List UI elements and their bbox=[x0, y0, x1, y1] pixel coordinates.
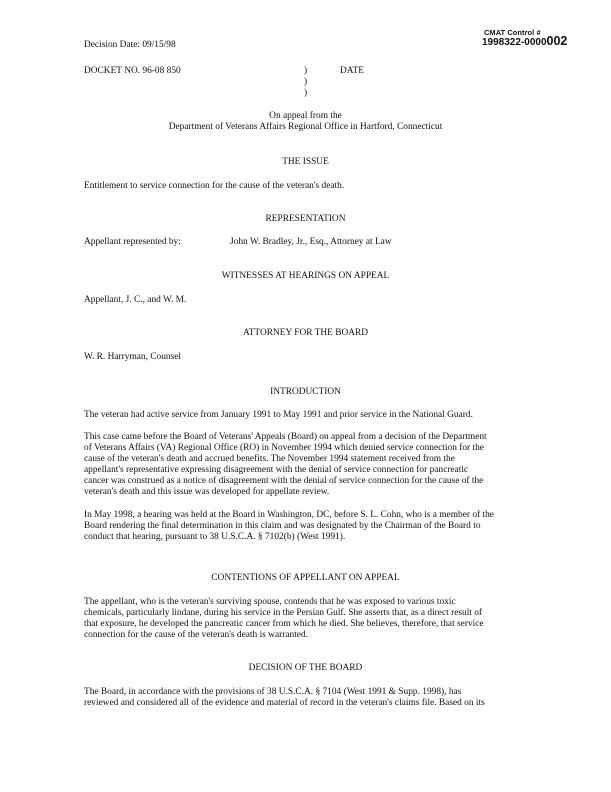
paragraph-line: reviewed and considered all of the evidence and material of record in the veteran's claims file. Based on its bbox=[84, 698, 485, 708]
paragraph-line: conduct that hearing, pursuant to 38 U.S.C.A. § 7102(b) (West 1991). bbox=[84, 532, 346, 542]
paragraph-line: Board rendering the final determination in this claim and was designated by the Chairman of the Board to bbox=[84, 521, 481, 531]
caption-paren: ) bbox=[304, 77, 308, 87]
control-number-prefix: 1998322-0000 bbox=[482, 37, 547, 48]
paragraph-line: cancer was construed as a notice of disagreement with the denial of service connection for the cause of the bbox=[84, 476, 484, 486]
paragraph-line: that exposure, he developed the pancreatic cancer from which he died. She believes, therefore, that service bbox=[84, 619, 484, 629]
paragraph-line: The appellant, who is the veteran's surviving spouse, contends that he was exposed to various toxic bbox=[84, 597, 456, 607]
caption-paren: ) bbox=[304, 66, 308, 76]
introduction-paragraph-1: The veteran had active service from January 1991 to May 1991 and prior service in the National Guard. bbox=[84, 410, 473, 420]
attorney-text: W. R. Harryman, Counsel bbox=[84, 352, 182, 362]
control-number-suffix: 002 bbox=[546, 34, 568, 48]
representation-value: John W. Bradley, Jr., Esq., Attorney at Law bbox=[230, 237, 392, 247]
witnesses-text: Appellant, J. C., and W. M. bbox=[84, 295, 187, 305]
introduction-paragraph-2 bbox=[84, 432, 554, 498]
section-heading-introduction: INTRODUCTION bbox=[270, 387, 341, 397]
appeal-line-1: On appeal from the bbox=[269, 111, 342, 121]
cmat-control-label: CMAT Control # bbox=[484, 28, 541, 37]
issue-text: Entitlement to service connection for the cause of the veteran's death. bbox=[84, 181, 345, 191]
introduction-paragraph-3 bbox=[84, 510, 554, 543]
decision-paragraph bbox=[84, 687, 554, 709]
paragraph-line: chemicals, particularly lindane, during his service in the Persian Gulf. She asserts that, as a direct result of bbox=[84, 608, 483, 618]
date-label: DATE bbox=[340, 66, 364, 76]
section-heading-contentions: CONTENTIONS OF APPELLANT ON APPEAL bbox=[211, 573, 400, 583]
section-heading-decision: DECISION OF THE BOARD bbox=[248, 663, 363, 673]
paragraph-line: appellant's representative expressing disagreement with the denial of service connection for pancreatic bbox=[84, 465, 469, 475]
paragraph-line: cause of the veteran's death and accrued benefits. The November 1994 statement received from the bbox=[84, 454, 455, 464]
section-heading-issue: THE ISSUE bbox=[282, 157, 329, 167]
paragraph-line: This case came before the Board of Veterans' Appeals (Board) on appeal from a decision of the Department bbox=[84, 432, 487, 442]
appeal-source bbox=[0, 111, 611, 133]
paragraph-line: The Board, in accordance with the provisions of 38 U.S.C.A. § 7104 (West 1991 & Supp. 1998), has bbox=[84, 687, 462, 697]
paragraph-line: connection for the cause of the veteran's death is warranted. bbox=[84, 630, 308, 640]
paragraph-line: In May 1998, a hearing was held at the Board in Washington, DC, before S. L. Cohn, who is a member of the bbox=[84, 510, 494, 520]
representation-label: Appellant represented by: bbox=[84, 237, 181, 247]
decision-date: Decision Date: 09/15/98 bbox=[84, 40, 176, 50]
contentions-paragraph bbox=[84, 597, 554, 641]
appeal-line-2: Department of Veterans Affairs Regional Office in Hartford, Connecticut bbox=[168, 122, 443, 132]
paragraph-line: veteran's death and this issue was developed for appellate review. bbox=[84, 487, 330, 497]
caption-paren: ) bbox=[304, 88, 308, 98]
section-heading-witnesses: WITNESSES AT HEARINGS ON APPEAL bbox=[221, 271, 390, 281]
section-heading-attorney: ATTORNEY FOR THE BOARD bbox=[242, 328, 369, 338]
docket-number: DOCKET NO. 96-08 850 bbox=[84, 66, 181, 76]
cmat-control-number bbox=[482, 36, 567, 48]
section-heading-representation: REPRESENTATION bbox=[265, 214, 346, 224]
paragraph-line: of Veterans Affairs (VA) Regional Office (RO) in November 1994 which denied service connection for the bbox=[84, 443, 484, 453]
